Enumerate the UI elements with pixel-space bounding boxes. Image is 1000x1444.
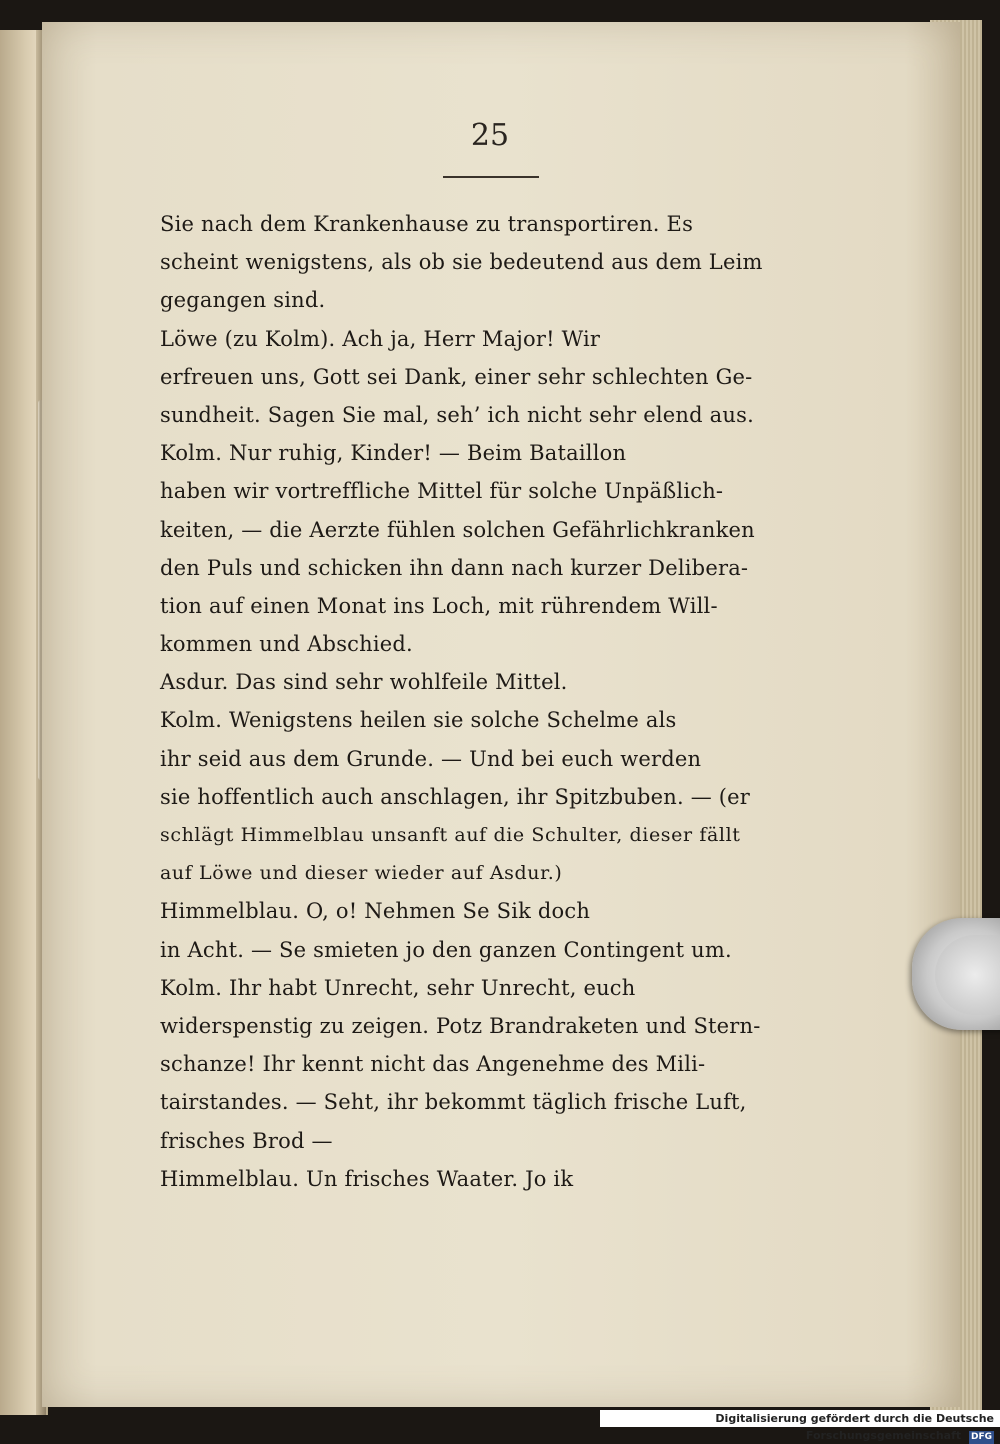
text-line: gegangen sind. bbox=[160, 288, 326, 313]
text-line: keiten, — die Aerzte fühlen solchen Gefährlichkranken bbox=[160, 517, 755, 542]
text-line: sundheit. Sagen Sie mal, seh’ ich nicht sehr elend aus. bbox=[160, 402, 754, 427]
text-line: den Puls und schicken ihn dann nach kurzer Delibera- bbox=[160, 555, 749, 580]
text-line: kommen und Abschied. bbox=[160, 632, 413, 657]
footer-text: Digitalisierung gefördert durch die Deutsche Forschungsgemeinschaft bbox=[715, 1412, 994, 1442]
text-line: haben wir vortreffliche Mittel für solche Unpäßlich- bbox=[160, 479, 724, 504]
text-line: Himmelblau. O, o! Nehmen Se Sik doch bbox=[160, 899, 591, 924]
digitization-footer bbox=[600, 1410, 1000, 1442]
text-line: widerspenstig zu zeigen. Potz Brandraketen und Stern- bbox=[160, 1013, 761, 1038]
page-text bbox=[160, 205, 830, 1198]
stage-direction-line: auf Löwe und dieser wieder auf Asdur.) bbox=[160, 862, 563, 885]
text-line: Löwe (zu Kolm). Ach ja, Herr Major! Wir bbox=[160, 326, 601, 351]
text-line: Kolm. Wenigstens heilen sie solche Schelme als bbox=[160, 708, 677, 733]
text-line: tairstandes. — Seht, ihr bekommt täglich frische Luft, bbox=[160, 1090, 747, 1115]
text-line: sie hoffentlich auch anschlagen, ihr Spitzbuben. — (er bbox=[160, 784, 751, 809]
text-line: Kolm. Ihr habt Unrecht, sehr Unrecht, euch bbox=[160, 975, 636, 1000]
dfg-logo-icon: DFG bbox=[970, 1432, 992, 1442]
text-line: erfreuen uns, Gott sei Dank, einer sehr schlechten Ge- bbox=[160, 364, 753, 389]
text-line: in Acht. — Se smieten jo den ganzen Contingent um. bbox=[160, 937, 732, 962]
text-line: ihr seid aus dem Grunde. — Und bei euch werden bbox=[160, 746, 702, 771]
text-line: Asdur. Das sind sehr wohlfeile Mittel. bbox=[160, 670, 568, 695]
text-line: Himmelblau. Un frisches Waater. Jo ik bbox=[160, 1166, 574, 1191]
page-number: 25 bbox=[470, 118, 510, 153]
text-line: tion auf einen Monat ins Loch, mit rührendem Will- bbox=[160, 593, 718, 618]
page-number-rule bbox=[443, 176, 539, 178]
text-line: schanze! Ihr kennt nicht das Angenehme des Mili- bbox=[160, 1052, 706, 1077]
text-line: Kolm. Nur ruhig, Kinder! — Beim Bataillon bbox=[160, 441, 627, 466]
text-line: Sie nach dem Krankenhause zu transportiren. Es bbox=[160, 212, 694, 236]
text-line: scheint wenigstens, als ob sie bedeutend aus dem Leim bbox=[160, 250, 763, 275]
stage-direction-line: schlägt Himmelblau unsanft auf die Schulter, dieser fällt bbox=[160, 824, 741, 846]
text-line: frisches Brod — bbox=[160, 1128, 333, 1153]
